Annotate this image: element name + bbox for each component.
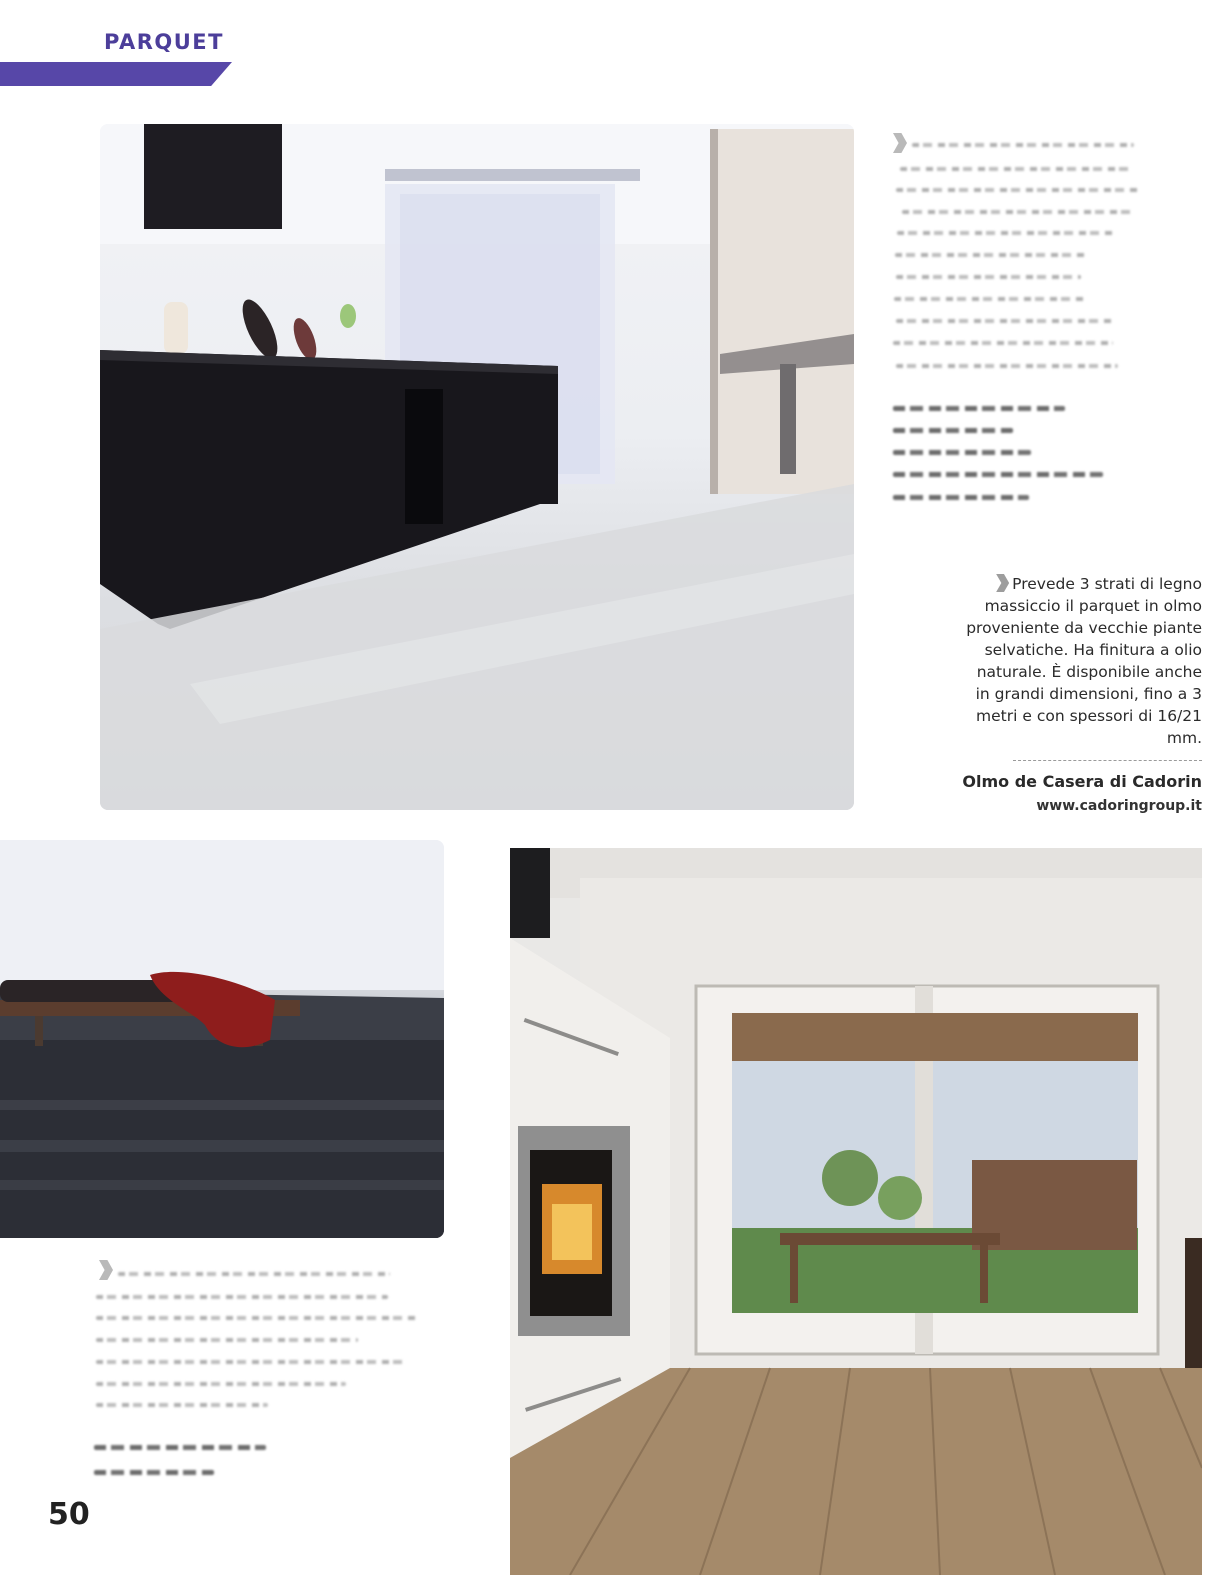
- product-url[interactable]: www.cadoringroup.it: [1036, 798, 1202, 814]
- product-name: Olmo de Casera di Cadorin: [962, 772, 1202, 791]
- arrow-bullet-icon: [99, 1260, 113, 1280]
- arrow-bullet-icon: [893, 133, 907, 153]
- caption-divider: [1013, 760, 1202, 761]
- page-number: 50: [48, 1497, 90, 1532]
- section-label: PARQUET: [104, 30, 224, 54]
- dark-floor-bench-photo: [0, 840, 444, 1238]
- section-accent-bar: [0, 62, 232, 86]
- caption-text: Prevede 3 strati di legno massiccio il parquet in olmo proveniente da vecchie piante selvatiche. Ha finitura a olio naturale. È disponibile anche in grandi dimensioni, fino a 3 metri e con spessori di 16/21 mm.: [966, 575, 1202, 747]
- interior-living-room-photo: [100, 124, 854, 810]
- arrow-bullet-icon: [996, 574, 1009, 592]
- product-caption: [958, 573, 1202, 749]
- fireplace-wood-floor-photo: [510, 848, 1202, 1575]
